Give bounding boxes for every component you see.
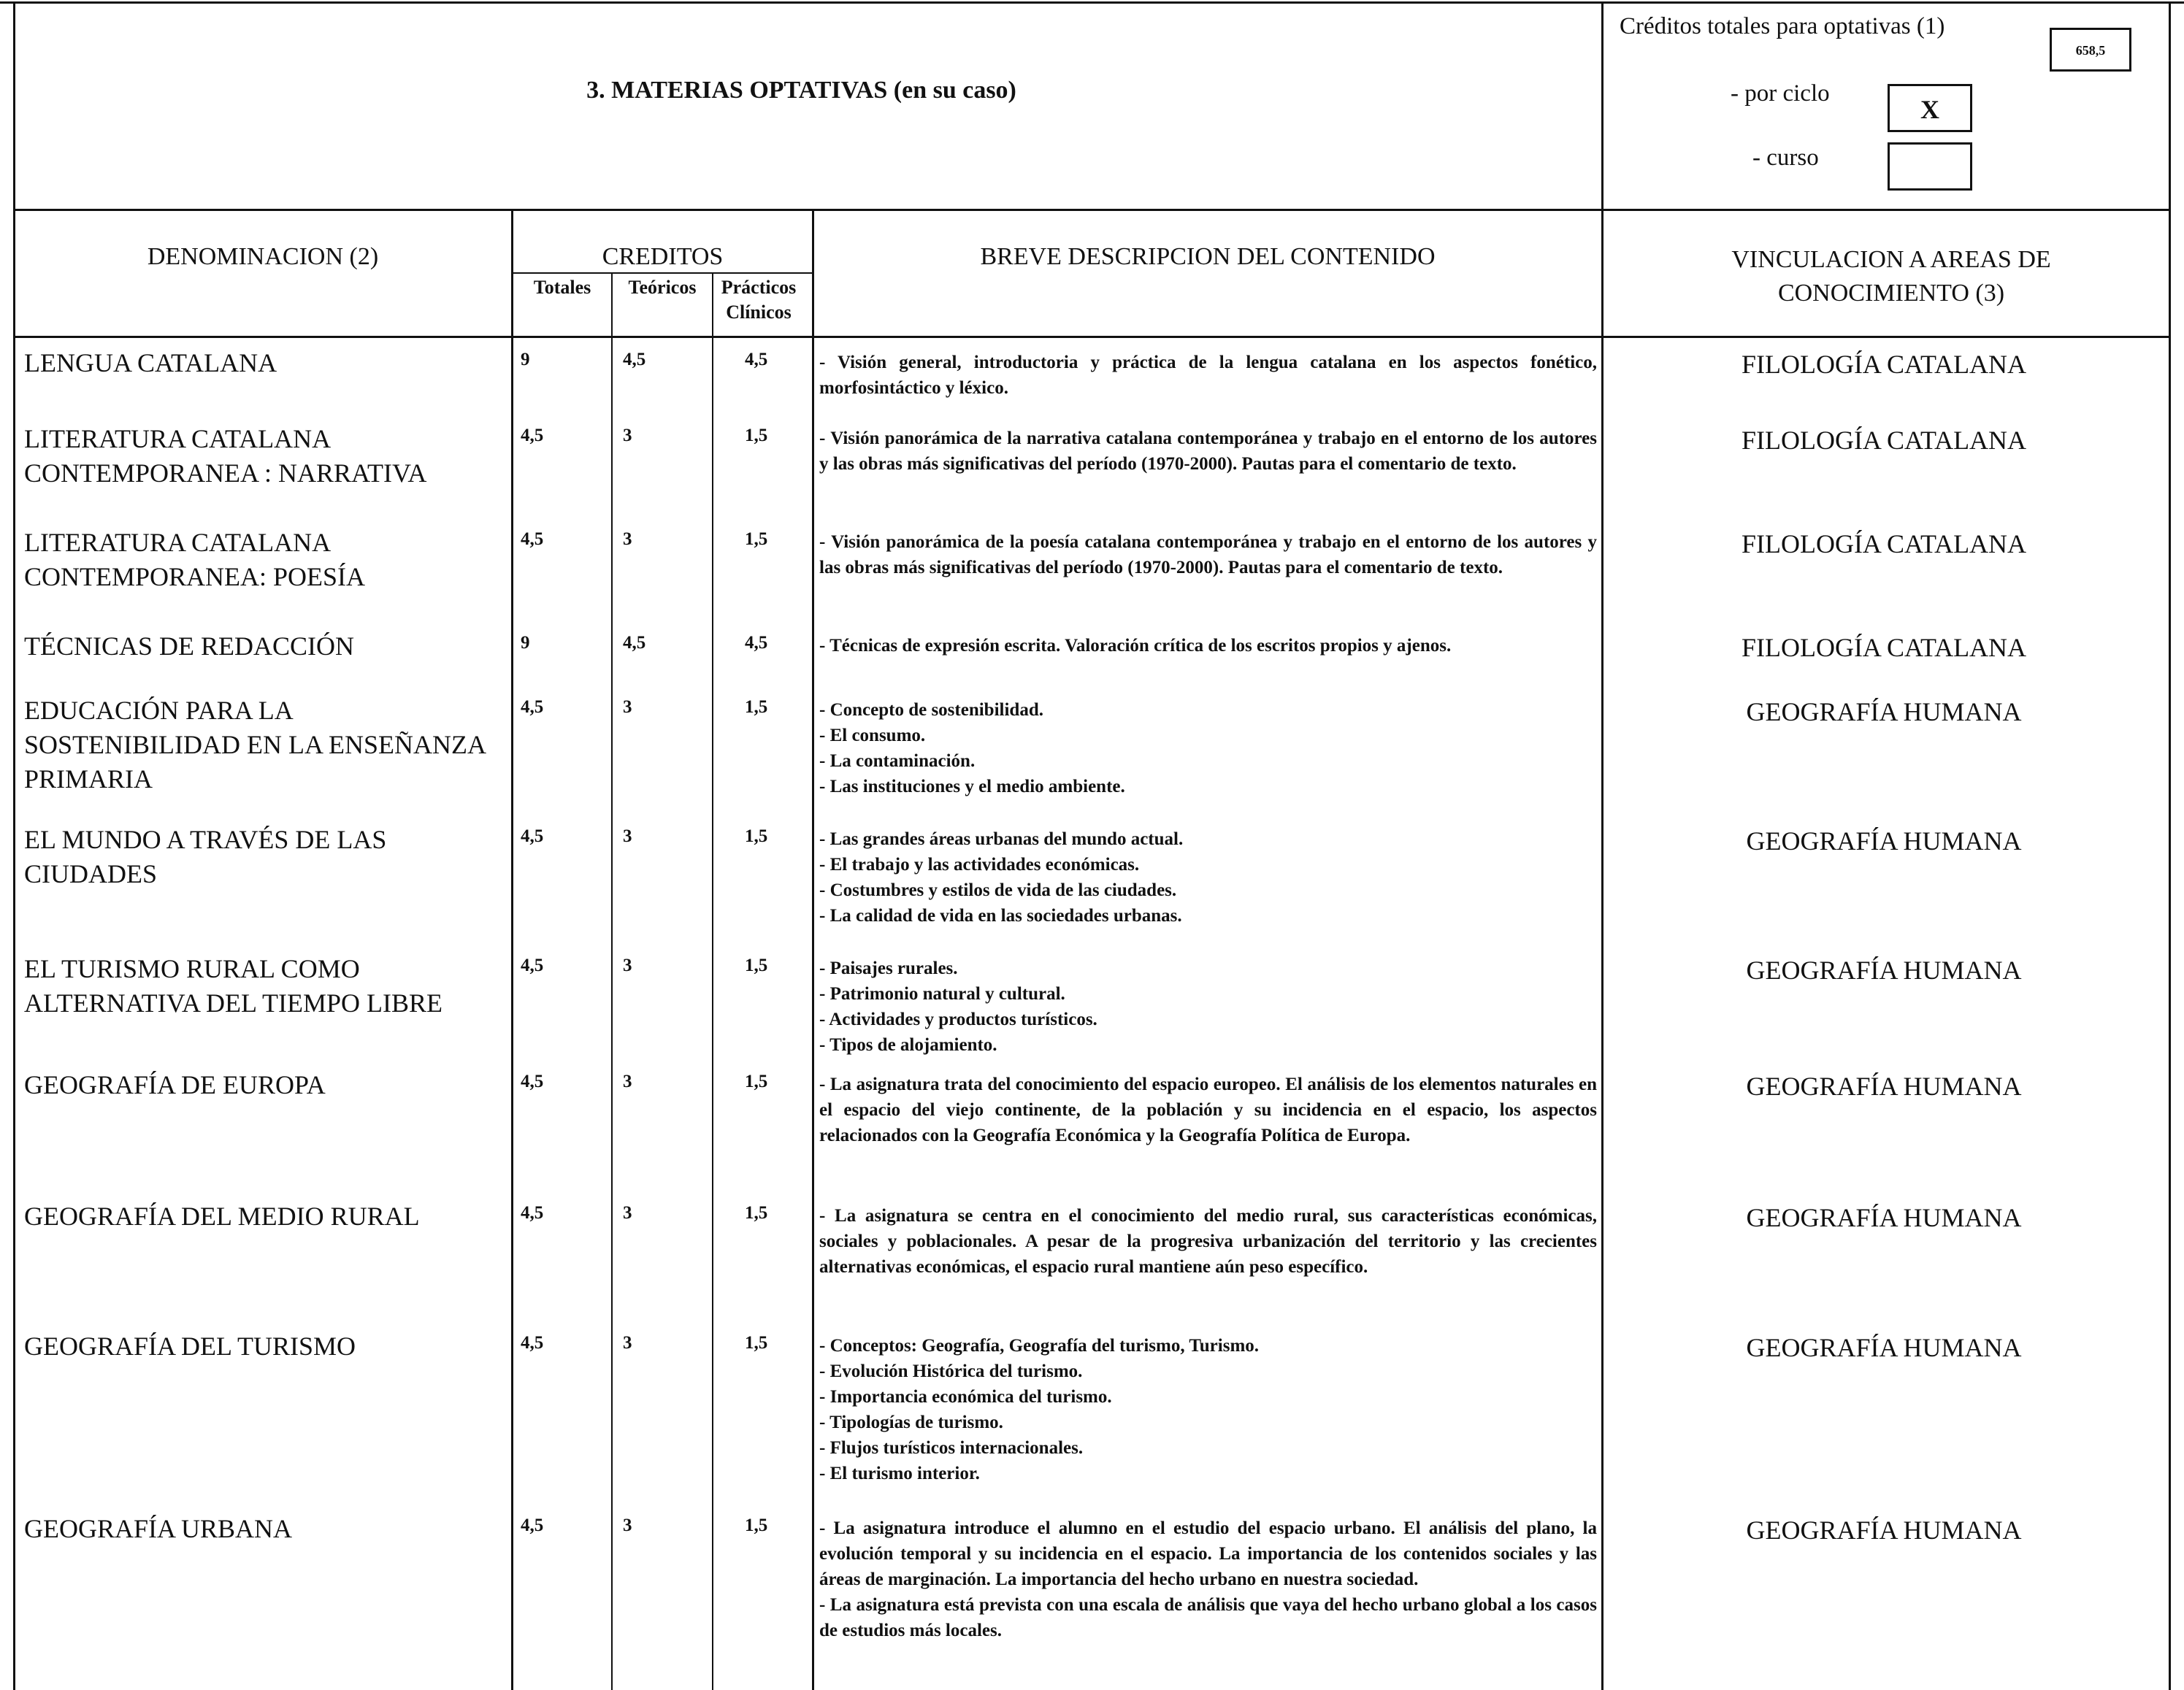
description-line: - La calidad de vida en las sociedades urbanas.: [819, 906, 1182, 926]
row-denominacion: GEOGRAFÍA DEL MEDIO RURAL: [24, 1202, 420, 1231]
creditos-totales-label: Créditos totales para optativas (1): [1620, 13, 1945, 39]
row-area: FILOLOGÍA CATALANA: [1741, 633, 2027, 662]
row-practicos: 1,5: [745, 826, 768, 846]
row-teoricos: 3: [623, 1203, 632, 1223]
row-descripcion: [819, 350, 1597, 401]
row-descripcion: [819, 426, 1597, 477]
header-denominacion: DENOMINACION (2): [147, 243, 379, 270]
row-totales: 4,5: [521, 426, 544, 445]
row-totales: 4,5: [521, 826, 544, 846]
row-teoricos: 3: [623, 1072, 632, 1091]
creditos-totales-box: 658,5: [2050, 28, 2131, 72]
col-divider-practicos: [812, 209, 814, 1690]
row-practicos: 1,5: [745, 426, 768, 445]
col-divider-totales: [611, 272, 613, 1690]
description-line: - Tipos de alojamiento.: [819, 1035, 997, 1055]
description-line: - El turismo interior.: [819, 1464, 980, 1483]
row-area: GEOGRAFÍA HUMANA: [1746, 1203, 2022, 1232]
row-descripcion: [819, 1516, 1597, 1643]
row-totales: 4,5: [521, 1516, 544, 1535]
description-line: - Paisajes rurales.: [819, 959, 958, 978]
row-area: FILOLOGÍA CATALANA: [1741, 529, 2027, 558]
row-denominacion: LITERATURA CATALANA CONTEMPORANEA : NARRATIVA: [24, 424, 427, 488]
row-teoricos: 4,5: [623, 350, 646, 369]
description-line: - Conceptos: Geografía, Geografía del turismo, Turismo.: [819, 1336, 1260, 1356]
row-totales: 9: [521, 633, 530, 653]
row-practicos: 1,5: [745, 1072, 768, 1091]
row-teoricos: 3: [623, 1516, 632, 1535]
section-title: 3. MATERIAS OPTATIVAS (en su caso): [586, 77, 1016, 104]
creditos-underline: [511, 272, 813, 274]
column-header-separator: [13, 336, 2171, 338]
row-denominacion: EDUCACIÓN PARA LA SOSTENIBILIDAD EN LA ENSEÑANZA PRIMARIA: [24, 696, 485, 794]
row-practicos: 1,5: [745, 697, 768, 717]
table-right-border: [2169, 1, 2171, 1690]
row-practicos: 1,5: [745, 1333, 768, 1353]
curso-label: - curso: [1752, 145, 1819, 171]
description-line: - Tipologías de turismo.: [819, 1413, 1003, 1432]
description-line: - La contaminación.: [819, 751, 976, 771]
row-descripcion: [819, 1203, 1597, 1280]
description-line: - Las grandes áreas urbanas del mundo actual.: [819, 829, 1184, 849]
description-line: - El trabajo y las actividades económicas.: [819, 855, 1140, 875]
row-teoricos: 3: [623, 1333, 632, 1353]
row-denominacion: LENGUA CATALANA: [24, 348, 277, 377]
description-line: - Concepto de sostenibilidad.: [819, 700, 1043, 720]
row-teoricos: 4,5: [623, 633, 646, 653]
por-ciclo-checkbox[interactable]: X: [1888, 84, 1972, 132]
header-practicos: Prácticos Clínicos: [721, 277, 797, 323]
header-creditos: CREDITOS: [602, 243, 724, 270]
row-totales: 4,5: [521, 956, 544, 975]
description-line: - Importancia económica del turismo.: [819, 1387, 1112, 1407]
row-denominacion: LITERATURA CATALANA CONTEMPORANEA: POESÍA: [24, 528, 366, 591]
row-teoricos: 3: [623, 697, 632, 717]
row-area: GEOGRAFÍA HUMANA: [1746, 956, 2022, 985]
row-practicos: 1,5: [745, 956, 768, 975]
row-denominacion: GEOGRAFÍA URBANA: [24, 1514, 293, 1543]
header-totales: Totales: [533, 277, 591, 298]
description-line: - La asignatura se centra en el conocimiento del medio rural, sus características económicas, sociales y poblacionales. A pesar de la progresiva urbanización del territorio y las crecientes alternativas económicas, el espacio rural mantiene aún peso específico.: [819, 1206, 1597, 1277]
row-descripcion: [819, 956, 1597, 1058]
row-area: GEOGRAFÍA HUMANA: [1746, 1516, 2022, 1545]
row-area: GEOGRAFÍA HUMANA: [1746, 826, 2022, 856]
row-area: FILOLOGÍA CATALANA: [1741, 426, 2027, 455]
description-line: - Las instituciones y el medio ambiente.: [819, 777, 1125, 796]
row-practicos: 4,5: [745, 350, 768, 369]
col-divider-denominacion: [511, 209, 513, 1690]
description-line: - Visión panorámica de la narrativa catalana contemporánea y trabajo en el entorno de los autores y las obras más significativas del período (1970-2000). Pautas para el comentario de texto.: [819, 429, 1597, 474]
description-line: - Visión panorámica de la poesía catalana contemporánea y trabajo en el entorno de los autores y las obras más significativas del período (1970-2000). Pautas para el comentario de texto.: [819, 532, 1597, 577]
description-line: - Visión general, introductoria y práctica de la lengua catalana en los aspectos fonético, morfosintáctico y léxico.: [819, 353, 1597, 398]
row-totales: 4,5: [521, 529, 544, 549]
description-line: - El consumo.: [819, 726, 926, 745]
row-totales: 4,5: [521, 1203, 544, 1223]
description-line: - La asignatura introduce el alumno en el estudio del espacio urbano. El análisis del plano, la evolución temporal y su incidencia en el espacio. La importancia de los contenidos sociales y las áreas de marginación. La importancia del hecho urbano en nuestra sociedad.: [819, 1518, 1597, 1589]
header-descripcion: BREVE DESCRIPCION DEL CONTENIDO: [980, 243, 1436, 270]
row-descripcion: [819, 633, 1597, 658]
row-teoricos: 3: [623, 529, 632, 549]
row-area: GEOGRAFÍA HUMANA: [1746, 697, 2022, 726]
row-totales: 4,5: [521, 1072, 544, 1091]
table-top-border: [0, 1, 2184, 4]
row-teoricos: 3: [623, 956, 632, 975]
row-area: FILOLOGÍA CATALANA: [1741, 350, 2027, 379]
row-descripcion: [819, 1333, 1597, 1486]
row-teoricos: 3: [623, 426, 632, 445]
row-descripcion: [819, 826, 1597, 929]
description-line: - Costumbres y estilos de vida de las ciudades.: [819, 880, 1177, 900]
row-practicos: 4,5: [745, 633, 768, 653]
header-teoricos: Teóricos: [628, 277, 697, 298]
row-totales: 9: [521, 350, 530, 369]
row-descripcion: [819, 1072, 1597, 1148]
description-line: - Evolución Histórica del turismo.: [819, 1361, 1083, 1381]
description-line: - Patrimonio natural y cultural.: [819, 984, 1065, 1004]
row-descripcion: [819, 697, 1597, 799]
row-denominacion: TÉCNICAS DE REDACCIÓN: [24, 631, 355, 661]
row-descripcion: [819, 529, 1597, 580]
description-line: - La asignatura está prevista con una escala de análisis que vaya del hecho urbano global a los casos de estudios más locales.: [819, 1595, 1597, 1640]
row-area: GEOGRAFÍA HUMANA: [1746, 1333, 2022, 1362]
description-line: - La asignatura trata del conocimiento del espacio europeo. El análisis de los elementos naturales en el espacio del viejo continente, de la población y su incidencia en el espacio, los aspectos relacionados con la Geografía Económica y la Geografía Política de Europa.: [819, 1075, 1597, 1145]
row-practicos: 1,5: [745, 1516, 768, 1535]
row-denominacion: GEOGRAFÍA DE EUROPA: [24, 1070, 326, 1099]
row-denominacion: GEOGRAFÍA DEL TURISMO: [24, 1332, 356, 1361]
por-ciclo-label: - por ciclo: [1731, 80, 1830, 107]
description-line: - Actividades y productos turísticos.: [819, 1010, 1097, 1029]
curso-checkbox[interactable]: [1888, 142, 1972, 191]
description-line: - Técnicas de expresión escrita. Valoración crítica de los escritos propios y ajenos.: [819, 636, 1452, 656]
row-denominacion: EL TURISMO RURAL COMO ALTERNATIVA DEL TIEMPO LIBRE: [24, 954, 443, 1018]
row-totales: 4,5: [521, 697, 544, 717]
row-totales: 4,5: [521, 1333, 544, 1353]
row-area: GEOGRAFÍA HUMANA: [1746, 1072, 2022, 1101]
header-separator: [13, 209, 2171, 211]
row-teoricos: 3: [623, 826, 632, 846]
header-vinculacion: VINCULACION A AREAS DE CONOCIMIENTO (3): [1731, 246, 2051, 307]
col-divider-teoricos: [712, 272, 713, 1690]
row-practicos: 1,5: [745, 1203, 768, 1223]
row-denominacion: EL MUNDO A TRAVÉS DE LAS CIUDADES: [24, 825, 387, 888]
row-practicos: 1,5: [745, 529, 768, 549]
description-line: - Flujos turísticos internacionales.: [819, 1438, 1084, 1458]
